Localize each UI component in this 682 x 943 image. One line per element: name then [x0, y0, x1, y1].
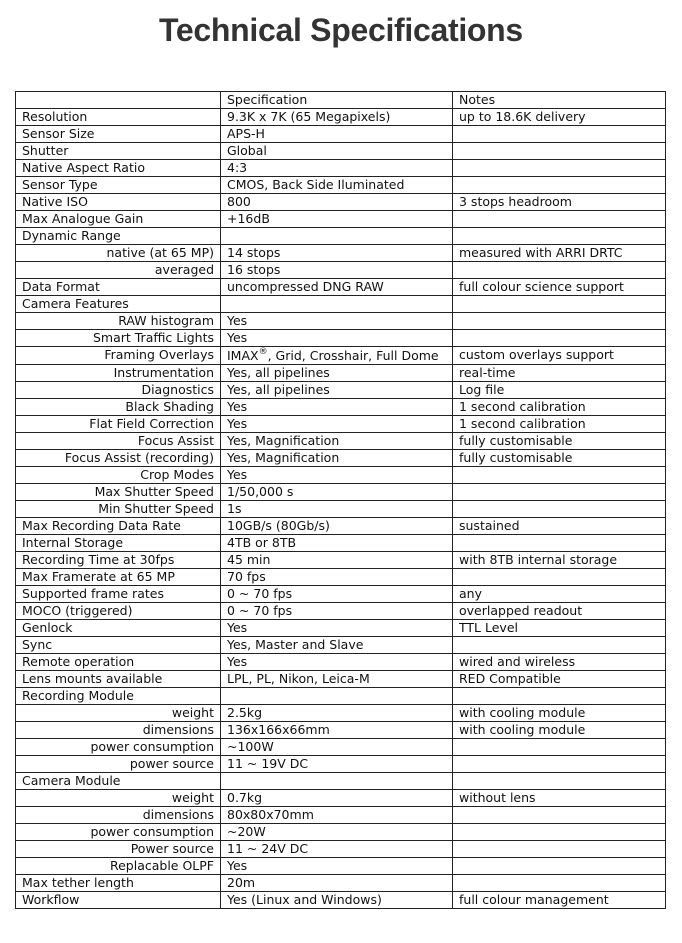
row-label: Shutter	[16, 143, 221, 160]
row-notes	[453, 569, 666, 586]
table-row	[16, 637, 666, 654]
row-specification: 10GB/s (80Gb/s)	[221, 518, 453, 535]
table-row	[16, 296, 666, 313]
row-label: weight	[16, 705, 221, 722]
row-notes: up to 18.6K delivery	[453, 109, 666, 126]
table-row	[16, 365, 666, 382]
row-notes: wired and wireless	[453, 654, 666, 671]
table-row	[16, 126, 666, 143]
spec-table-body	[16, 109, 666, 909]
row-specification: 70 fps	[221, 569, 453, 586]
row-notes	[453, 313, 666, 330]
row-label: Lens mounts available	[16, 671, 221, 688]
table-row	[16, 433, 666, 450]
table-row	[16, 228, 666, 245]
table-row	[16, 262, 666, 279]
row-label: Focus Assist	[16, 433, 221, 450]
row-label: Sensor Type	[16, 177, 221, 194]
header-cell-notes: Notes	[453, 92, 666, 109]
table-row	[16, 313, 666, 330]
table-row	[16, 620, 666, 637]
row-label: Remote operation	[16, 654, 221, 671]
row-notes	[453, 228, 666, 245]
row-label: power consumption	[16, 824, 221, 841]
table-row	[16, 858, 666, 875]
row-label: Framing Overlays	[16, 347, 221, 365]
row-specification: Yes	[221, 654, 453, 671]
row-specification: 20m	[221, 875, 453, 892]
row-specification: Yes	[221, 399, 453, 416]
table-row	[16, 177, 666, 194]
row-notes: full colour management	[453, 892, 666, 909]
row-specification: Yes, all pipelines	[221, 382, 453, 399]
row-specification: 1/50,000 s	[221, 484, 453, 501]
row-notes	[453, 739, 666, 756]
row-notes	[453, 756, 666, 773]
table-row	[16, 160, 666, 177]
row-specification: Yes	[221, 858, 453, 875]
row-label: Power source	[16, 841, 221, 858]
row-notes	[453, 296, 666, 313]
row-notes: measured with ARRI DRTC	[453, 245, 666, 262]
row-notes: custom overlays support	[453, 347, 666, 365]
row-notes	[453, 841, 666, 858]
row-specification: ~100W	[221, 739, 453, 756]
row-notes	[453, 773, 666, 790]
row-notes: sustained	[453, 518, 666, 535]
table-row	[16, 501, 666, 518]
row-label: weight	[16, 790, 221, 807]
table-row	[16, 586, 666, 603]
table-row	[16, 399, 666, 416]
table-row	[16, 671, 666, 688]
table-row	[16, 705, 666, 722]
table-row	[16, 382, 666, 399]
row-label: Max Shutter Speed	[16, 484, 221, 501]
row-label: Camera Module	[16, 773, 221, 790]
row-specification: IMAX®, Grid, Crosshair, Full Dome	[221, 347, 453, 365]
row-notes: RED Compatible	[453, 671, 666, 688]
row-specification: Yes (Linux and Windows)	[221, 892, 453, 909]
row-label: Black Shading	[16, 399, 221, 416]
row-notes	[453, 484, 666, 501]
row-specification: 80x80x70mm	[221, 807, 453, 824]
row-notes: 3 stops headroom	[453, 194, 666, 211]
row-notes	[453, 688, 666, 705]
row-notes	[453, 807, 666, 824]
row-label: Instrumentation	[16, 365, 221, 382]
row-notes	[453, 501, 666, 518]
row-specification	[221, 228, 453, 245]
table-row	[16, 535, 666, 552]
table-row	[16, 892, 666, 909]
table-row	[16, 807, 666, 824]
row-notes: any	[453, 586, 666, 603]
row-label: Dynamic Range	[16, 228, 221, 245]
row-label: Sync	[16, 637, 221, 654]
row-specification: Global	[221, 143, 453, 160]
row-label: Max tether length	[16, 875, 221, 892]
row-label: Diagnostics	[16, 382, 221, 399]
row-notes: full colour science support	[453, 279, 666, 296]
row-notes: with cooling module	[453, 722, 666, 739]
row-notes: fully customisable	[453, 433, 666, 450]
row-label: Flat Field Correction	[16, 416, 221, 433]
row-specification: 0 ~ 70 fps	[221, 603, 453, 620]
row-label: Recording Time at 30fps	[16, 552, 221, 569]
row-label: Data Format	[16, 279, 221, 296]
row-specification: Yes	[221, 467, 453, 484]
row-specification: Yes	[221, 416, 453, 433]
row-notes: with cooling module	[453, 705, 666, 722]
table-row	[16, 518, 666, 535]
row-notes: Log file	[453, 382, 666, 399]
row-specification: Yes	[221, 313, 453, 330]
row-label: Native Aspect Ratio	[16, 160, 221, 177]
row-notes	[453, 467, 666, 484]
row-specification: LPL, PL, Nikon, Leica-M	[221, 671, 453, 688]
row-label: Native ISO	[16, 194, 221, 211]
row-notes	[453, 824, 666, 841]
row-specification: Yes, Magnification	[221, 450, 453, 467]
table-row	[16, 688, 666, 705]
table-row	[16, 416, 666, 433]
header-cell-name	[16, 92, 221, 109]
row-specification: 800	[221, 194, 453, 211]
row-label: Max Framerate at 65 MP	[16, 569, 221, 586]
row-specification: Yes, all pipelines	[221, 365, 453, 382]
row-specification: Yes, Master and Slave	[221, 637, 453, 654]
row-specification	[221, 296, 453, 313]
table-row	[16, 739, 666, 756]
row-label: Max Recording Data Rate	[16, 518, 221, 535]
row-label: MOCO (triggered)	[16, 603, 221, 620]
row-specification	[221, 773, 453, 790]
row-notes	[453, 330, 666, 347]
table-row	[16, 194, 666, 211]
row-notes	[453, 262, 666, 279]
row-specification	[221, 688, 453, 705]
row-label: averaged	[16, 262, 221, 279]
table-row	[16, 824, 666, 841]
row-specification: 11 ~ 19V DC	[221, 756, 453, 773]
row-label: Smart Traffic Lights	[16, 330, 221, 347]
row-specification: 0 ~ 70 fps	[221, 586, 453, 603]
table-row	[16, 569, 666, 586]
header-cell-specification: Specification	[221, 92, 453, 109]
table-row	[16, 875, 666, 892]
table-row	[16, 773, 666, 790]
page-title: Technical Specifications	[159, 12, 523, 48]
row-label: dimensions	[16, 807, 221, 824]
row-specification: 2.5kg	[221, 705, 453, 722]
row-specification: ~20W	[221, 824, 453, 841]
table-row	[16, 450, 666, 467]
row-notes: 1 second calibration	[453, 399, 666, 416]
row-notes	[453, 858, 666, 875]
row-specification: 14 stops	[221, 245, 453, 262]
row-notes	[453, 535, 666, 552]
row-notes	[453, 177, 666, 194]
row-notes	[453, 160, 666, 177]
row-specification: Yes, Magnification	[221, 433, 453, 450]
table-row	[16, 603, 666, 620]
row-specification: Yes	[221, 330, 453, 347]
row-label: Crop Modes	[16, 467, 221, 484]
row-label: Sensor Size	[16, 126, 221, 143]
row-label: Focus Assist (recording)	[16, 450, 221, 467]
row-notes: fully customisable	[453, 450, 666, 467]
row-specification: 9.3K x 7K (65 Megapixels)	[221, 109, 453, 126]
row-notes	[453, 875, 666, 892]
row-specification: 0.7kg	[221, 790, 453, 807]
row-notes	[453, 211, 666, 228]
table-row	[16, 330, 666, 347]
spec-table	[15, 91, 666, 909]
row-specification: APS-H	[221, 126, 453, 143]
row-label: Min Shutter Speed	[16, 501, 221, 518]
row-label: Replacable OLPF	[16, 858, 221, 875]
table-row	[16, 347, 666, 365]
row-specification: uncompressed DNG RAW	[221, 279, 453, 296]
row-label: RAW histogram	[16, 313, 221, 330]
row-specification: +16dB	[221, 211, 453, 228]
table-row	[16, 484, 666, 501]
row-notes	[453, 637, 666, 654]
row-specification: 1s	[221, 501, 453, 518]
row-notes	[453, 143, 666, 160]
table-row	[16, 552, 666, 569]
row-label: Workflow	[16, 892, 221, 909]
row-label: Camera Features	[16, 296, 221, 313]
row-specification: 4:3	[221, 160, 453, 177]
table-header-row	[16, 92, 666, 109]
row-label: native (at 65 MP)	[16, 245, 221, 262]
table-row	[16, 790, 666, 807]
table-row	[16, 841, 666, 858]
row-label: power consumption	[16, 739, 221, 756]
row-label: Recording Module	[16, 688, 221, 705]
table-row	[16, 143, 666, 160]
row-label: Max Analogue Gain	[16, 211, 221, 228]
row-notes: without lens	[453, 790, 666, 807]
table-row	[16, 245, 666, 262]
row-specification: 16 stops	[221, 262, 453, 279]
row-notes	[453, 126, 666, 143]
row-label: dimensions	[16, 722, 221, 739]
row-specification: 11 ~ 24V DC	[221, 841, 453, 858]
row-notes: with 8TB internal storage	[453, 552, 666, 569]
row-specification: 4TB or 8TB	[221, 535, 453, 552]
row-specification: 136x166x66mm	[221, 722, 453, 739]
table-row	[16, 109, 666, 126]
table-row	[16, 279, 666, 296]
row-notes: real-time	[453, 365, 666, 382]
row-specification: 45 min	[221, 552, 453, 569]
row-label: Supported frame rates	[16, 586, 221, 603]
row-label: power source	[16, 756, 221, 773]
table-row	[16, 756, 666, 773]
row-notes: 1 second calibration	[453, 416, 666, 433]
table-row	[16, 211, 666, 228]
row-label: Resolution	[16, 109, 221, 126]
table-row	[16, 467, 666, 484]
row-label: Genlock	[16, 620, 221, 637]
row-notes: overlapped readout	[453, 603, 666, 620]
row-specification: CMOS, Back Side Iluminated	[221, 177, 453, 194]
table-row	[16, 654, 666, 671]
row-label: Internal Storage	[16, 535, 221, 552]
row-specification: Yes	[221, 620, 453, 637]
table-row	[16, 722, 666, 739]
row-notes: TTL Level	[453, 620, 666, 637]
